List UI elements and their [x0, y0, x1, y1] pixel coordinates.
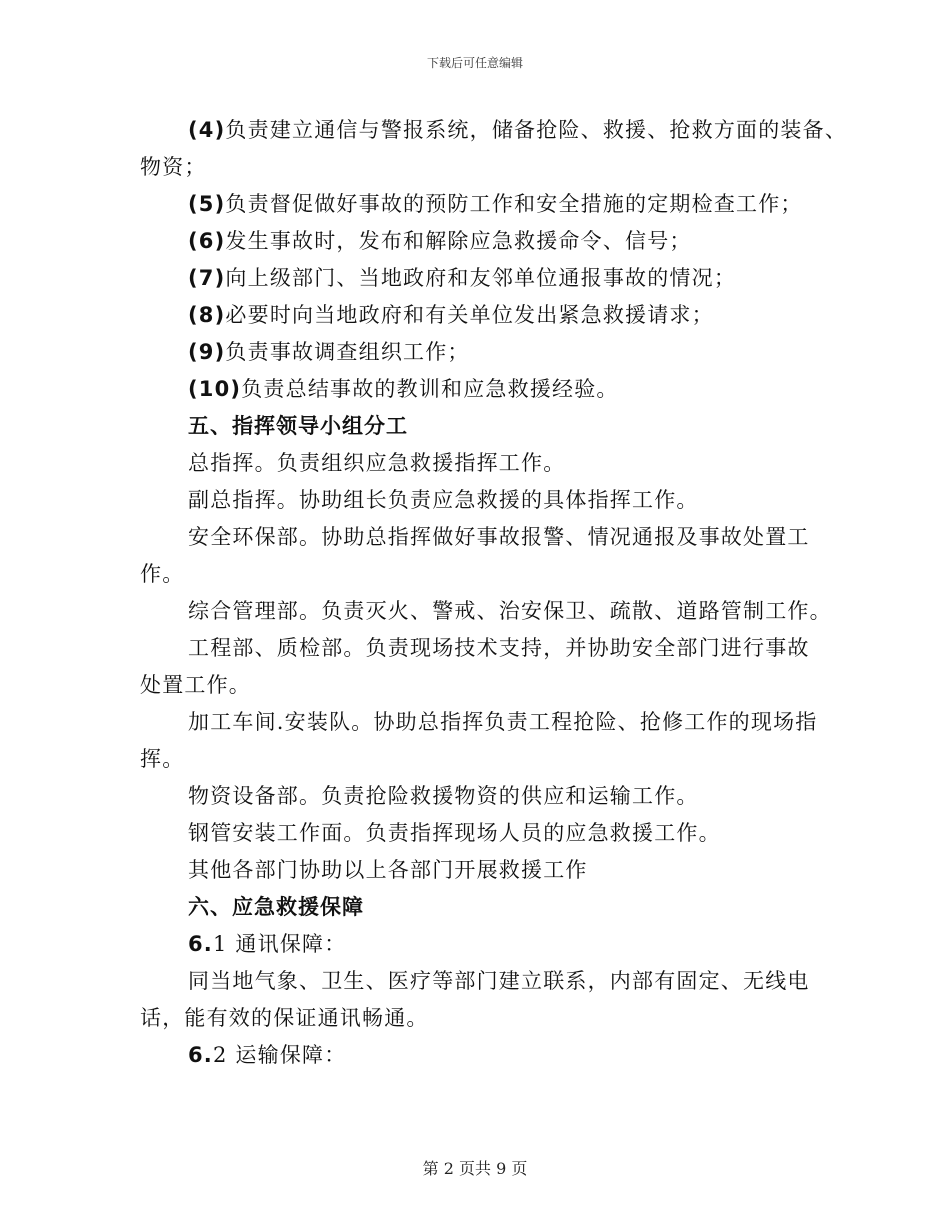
document-body	[140, 112, 848, 1074]
subsection-heading-6-2	[140, 1037, 830, 1074]
paragraph-line: 物资设备部。负责抢险救援物资的供应和运输工作。	[188, 784, 699, 808]
page-header: 下载后可任意编辑	[426, 56, 523, 70]
duty-item-10	[140, 371, 830, 408]
paragraph-line-continued: 挥。	[140, 747, 185, 771]
subsection-title: 2 运输保障：	[213, 1043, 347, 1067]
item-number: (5)	[188, 192, 226, 216]
item-text: 必要时向当地政府和有关单位发出紧急救援请求；	[225, 303, 714, 327]
subsection-title: 1 通讯保障：	[213, 932, 347, 956]
item-number: (10)	[188, 377, 242, 401]
duty-item-5	[140, 186, 830, 223]
item-text: 负责建立通信与警报系统，储备抢险、救援、抢救方面的装备、	[225, 118, 848, 142]
paragraph-line: 其他各部门协助以上各部门开展救援工作	[188, 858, 588, 882]
item-text: 负责事故调查组织工作；	[225, 340, 470, 364]
item-number: (7)	[188, 266, 226, 290]
paragraph-line-continued: 话，能有效的保证通讯畅通。	[140, 1006, 429, 1030]
duty-item-8	[140, 297, 830, 334]
paragraph-line: 综合管理部。负责灭火、警戒、治安保卫、疏散、道路管制工作。	[188, 599, 832, 623]
duty-item-7	[140, 260, 830, 297]
item-number: (8)	[188, 303, 226, 327]
duty-item-4-continued	[140, 149, 830, 186]
paragraph-line: 总指挥。负责组织应急救援指挥工作。	[188, 451, 566, 475]
item-text: 发生事故时，发布和解除应急救援命令、信号；	[225, 229, 692, 253]
duty-item-4	[140, 112, 848, 149]
paragraph-line-continued: 作。	[140, 562, 185, 586]
duty-item-9	[140, 334, 830, 371]
item-number: (4)	[188, 118, 226, 142]
subsection-heading-6-1	[140, 926, 830, 963]
item-text: 负责督促做好事故的预防工作和安全措施的定期检查工作；	[225, 192, 803, 216]
paragraph-line-continued: 处置工作。	[140, 673, 251, 697]
paragraph-line: 加工车间.安装队。协助总指挥负责工程抢险、抢修工作的现场指	[188, 710, 818, 734]
paragraph-line: 副总指挥。协助组长负责应急救援的具体指挥工作。	[188, 488, 699, 512]
paragraph-line: 钢管安装工作面。负责指挥现场人员的应急救援工作。	[188, 821, 721, 845]
paragraph-line: 工程部、质检部。负责现场技术支持，并协助安全部门进行事故	[188, 636, 810, 660]
paragraph-line: 同当地气象、卫生、医疗等部门建立联系，内部有固定、无线电	[188, 969, 810, 993]
item-text: 物资；	[140, 155, 207, 179]
item-number: (6)	[188, 229, 226, 253]
item-number: (9)	[188, 340, 226, 364]
subsection-number: 6.	[188, 1043, 213, 1067]
item-text: 向上级部门、当地政府和友邻单位通报事故的情况；	[225, 266, 737, 290]
section-heading-6: 六、应急救援保障	[188, 895, 364, 919]
item-text: 负责总结事故的教训和应急救援经验。	[241, 377, 619, 401]
subsection-number: 6.	[188, 932, 213, 956]
section-heading-5: 五、指挥领导小组分工	[188, 414, 408, 438]
duty-item-6	[140, 223, 830, 260]
page-footer: 第 2 页共 9 页	[422, 1159, 528, 1178]
paragraph-line: 安全环保部。协助总指挥做好事故报警、情况通报及事故处置工	[188, 525, 810, 549]
